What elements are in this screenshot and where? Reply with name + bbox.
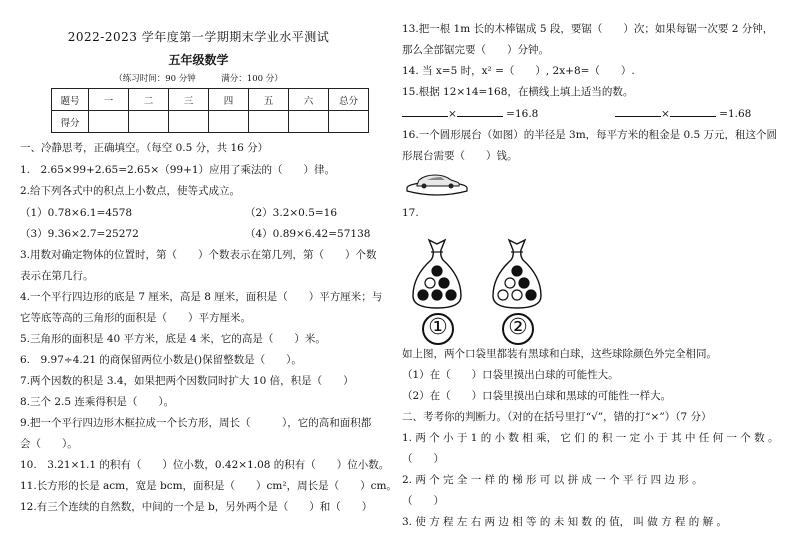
score-cell[interactable] xyxy=(329,111,369,133)
bag-2-illustration xyxy=(489,236,545,312)
round-display-stand-illustration xyxy=(405,166,469,196)
question-13-cont: 那么全部锯完要（ ）分钟。 xyxy=(402,44,549,56)
bag-2-ball xyxy=(526,290,536,300)
score-table-header-row xyxy=(52,89,369,111)
exam-title: 2022-2023 学年度第一学期期末学业水平测试 xyxy=(67,30,330,44)
score-cell[interactable] xyxy=(249,111,289,133)
bag-2-ball xyxy=(505,278,515,288)
question-4: 4.一个平行四边形的底是 7 厘米，高是 8 厘米，面积是（ ）平方厘米；与 xyxy=(20,291,383,303)
bag-1-ball xyxy=(446,290,456,300)
fill-blank[interactable] xyxy=(402,106,448,117)
question-4-cont: 它等底等高的三角形的面积是（ ）平方厘米。 xyxy=(20,312,251,324)
score-table-header: 一 xyxy=(89,89,129,111)
score-table-header: 二 xyxy=(129,89,169,111)
bag-1-ball xyxy=(425,278,435,288)
eq2-result: =1.68 xyxy=(719,108,752,120)
bag-2-ball xyxy=(512,290,522,300)
bag-2-ball xyxy=(512,266,522,276)
judge-1: 1. 两 个 小 于 1 的 小 数 相 乘， 它 们 的 积 一 定 小 于 其 中 任 何 一 个 数 。 xyxy=(402,432,779,444)
question-15: 15.根据 12×14=168，在横线上填上适当的数。 xyxy=(402,86,634,98)
question-15-eq1 xyxy=(402,106,538,121)
question-17-desc: 如上图，两个口袋里都装有黑球和白球，这些球除颜色外完全相同。 xyxy=(402,348,717,360)
score-cell[interactable] xyxy=(209,111,249,133)
question-3: 3.用数对确定物体的位置时，第（ ）个数表示在第几列，第（ ）个数 xyxy=(20,249,377,261)
score-cell[interactable] xyxy=(289,111,329,133)
question-9-cont: 会（ ）。 xyxy=(20,438,78,450)
bag-1-ball xyxy=(439,278,449,288)
question-17-part-2: （2）在（ ）口袋里摸出白球和黑球的可能性一样大。 xyxy=(402,390,672,402)
question-2-item: （4）0.89×6.42=57138 xyxy=(245,228,371,240)
question-17-part-1: （1）在（ ）口袋里摸出白球的可能性大。 xyxy=(402,369,619,381)
question-2-item: （2）3.2×0.5=16 xyxy=(245,207,338,219)
bag-1-illustration xyxy=(409,236,465,312)
exam-info: （练习时间：90 分钟 满分：100 分） xyxy=(114,74,283,84)
judge-3: 3. 使 方 程 左 右 两 边 相 等 的 未 知 数 的 值， 叫 做 方 程 的 解 。 xyxy=(402,516,727,528)
score-table-header: 六 xyxy=(289,89,329,111)
question-14: 14. 当 x=5 时，x² =（ ）, 2x+8=（ ）. xyxy=(402,65,635,77)
question-1: 1. 2.65×99+2.65=2.65×（99+1）应用了乘法的（ ）律。 xyxy=(20,164,336,176)
question-15-eq2 xyxy=(615,106,751,121)
fill-blank[interactable] xyxy=(615,106,661,117)
question-11: 11.长方形的长是 acm，宽是 bcm，面积是（ ）cm²，周长是（ ）cm。 xyxy=(20,480,397,492)
score-table-header: 三 xyxy=(169,89,209,111)
question-12: 12.有三个连续的自然数，中间的一个是 b，另外两个是（ ）和（ ） xyxy=(20,501,373,513)
judge-2-bracket[interactable]: （ ） xyxy=(402,495,444,507)
bag-2-ball xyxy=(498,290,508,300)
bag-2-ball xyxy=(519,278,529,288)
bag-2-label: ② xyxy=(502,313,534,345)
score-cell[interactable] xyxy=(89,111,129,133)
score-table xyxy=(51,88,369,133)
bag-1-label: ① xyxy=(422,313,454,345)
bag-1-ball xyxy=(432,290,442,300)
fill-blank[interactable] xyxy=(670,106,716,117)
score-cell[interactable] xyxy=(129,111,169,133)
judge-2: 2. 两 个 完 全 一 样 的 梯 形 可 以 拼 成 一 个 平 行 四 边 形 。 xyxy=(402,474,703,486)
exam-subject: 五年级数学 xyxy=(168,53,229,67)
question-17: 17. xyxy=(402,207,419,219)
score-table-score-row xyxy=(52,111,369,133)
question-2-item: （3）9.36×2.7=25272 xyxy=(20,228,139,240)
question-5: 5.三角形的面积是 40 平方米，底是 4 米，它的高是（ ）米。 xyxy=(20,333,326,345)
question-2-item: （1）0.78×6.1=4578 xyxy=(20,207,133,219)
question-2: 2.给下列各式中的积点上小数点，使等式成立。 xyxy=(20,185,241,197)
times-sign: × xyxy=(661,108,670,120)
bag-1-ball xyxy=(418,290,428,300)
question-3-cont: 表示在第几行。 xyxy=(20,270,94,282)
score-table-header: 五 xyxy=(249,89,289,111)
question-16-cont: 形展台需要（ ）钱。 xyxy=(402,150,518,162)
score-table-header: 总分 xyxy=(329,89,369,111)
score-cell[interactable] xyxy=(169,111,209,133)
bag-1-ball xyxy=(432,266,442,276)
score-table-header: 四 xyxy=(209,89,249,111)
question-9: 9.把一个平行四边形木框拉成一个长方形，周长（ ），它的高和面积都 xyxy=(20,417,372,429)
section-2-heading: 二、考考你的判断力。（对的在括号里打“√”，错的打“×”）（7 分） xyxy=(402,411,712,423)
question-13: 13.把一根 1m 长的木棒锯成 5 段，要锯（ ）次；如果每锯一次要 2 分钟， xyxy=(402,23,774,35)
times-sign: × xyxy=(448,108,457,120)
eq1-result: =16.8 xyxy=(506,108,539,120)
score-row-label: 得分 xyxy=(52,111,89,133)
question-7: 7.两个因数的积是 3.4，如果把两个因数同时扩大 10 倍，积是（ ） xyxy=(20,375,354,387)
question-16: 16.一个圆形展台（如图）的半径是 3m，每平方米的租金是 0.5 万元，租这个圆 xyxy=(402,129,778,141)
section-1-heading: 一、冷静思考，正确填空。（每空 0.5 分，共 16 分） xyxy=(20,142,269,154)
score-table-header: 题号 xyxy=(52,89,89,111)
fill-blank[interactable] xyxy=(457,106,503,117)
question-6: 6. 9.97÷4.21 的商保留两位小数是()保留整数是（ ）。 xyxy=(20,354,302,366)
question-8: 8.三个 2.5 连乘得积是（ ）。 xyxy=(20,396,175,408)
question-10: 10. 3.21×1.1 的积有（ ）位小数，0.42×1.08 的积有（ ）位小数。 xyxy=(20,459,390,471)
judge-1-bracket[interactable]: （ ） xyxy=(402,453,444,465)
